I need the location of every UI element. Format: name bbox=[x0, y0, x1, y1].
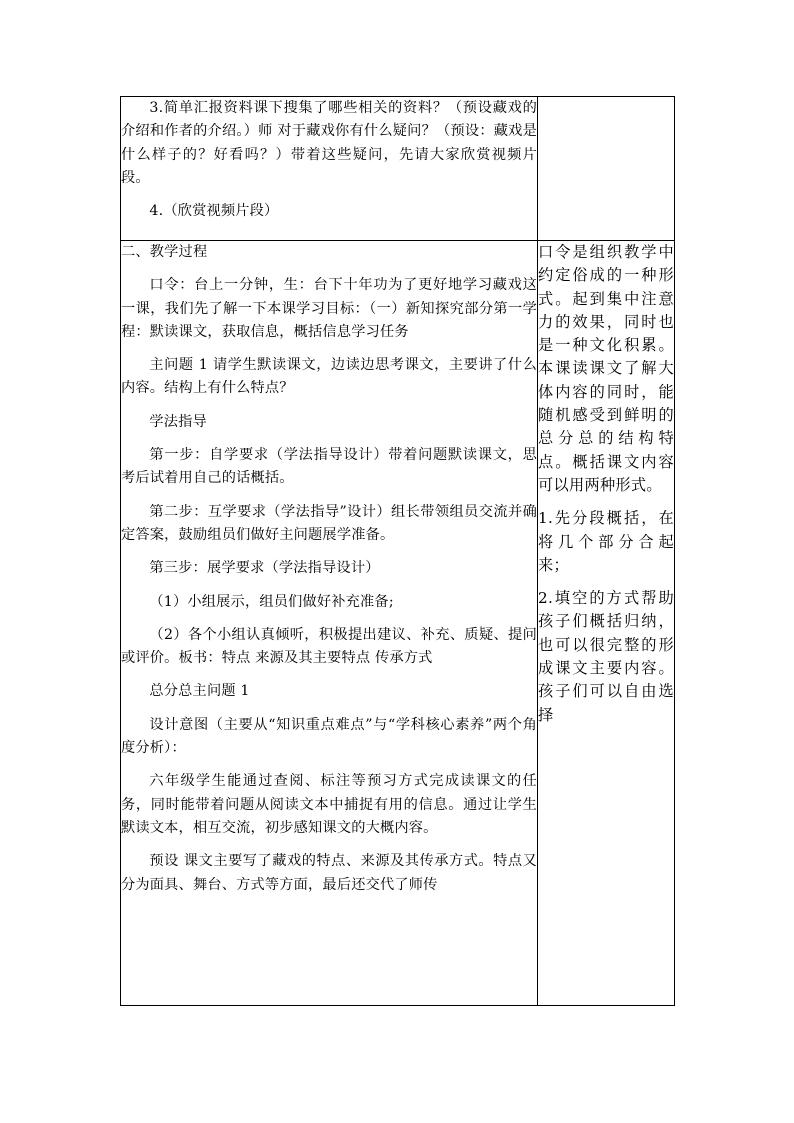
section-heading: 二、教学过程 bbox=[121, 244, 208, 260]
design-note: 2.填空的方式帮助孩子们概括归纳，也可以很完整的形成课文主要内容。孩子们可以自由选择 bbox=[538, 589, 674, 724]
paragraph: 3.简单汇报资料课下搜集了哪些相关的资料？（预设藏戏的介绍和作者的介绍。）师 对于藏戏你有什么疑问？（预设：藏戏是什么样子的？好看吗？）带着这些疑问，先请大家欣赏视频片段。 bbox=[121, 100, 537, 186]
paragraph: 4.（欣赏视频片段） bbox=[149, 203, 279, 220]
paragraph: 第三步：展学要求（学法指导设计） bbox=[149, 560, 380, 577]
paragraph: 总分总主问题 1 bbox=[149, 683, 250, 700]
paragraph: 学法指导 bbox=[149, 413, 207, 430]
lesson-content-cell bbox=[121, 241, 538, 1006]
paragraph: （2）各个小组认真倾听，积极提出建议、补充、质疑、提问或评价。板书：特点 来源及其主要特点 传承方式 bbox=[121, 626, 537, 667]
paragraph: 设计意图（主要从“知识重点难点”与“学科核心素养”两个角度分析）： bbox=[121, 716, 537, 757]
lesson-content-cell bbox=[121, 97, 538, 241]
design-note-cell bbox=[538, 241, 675, 1006]
design-note: 口令是组织教学中约定俗成的一种形式。起到集中注意力的效果，同时也是一种文化积累。本课读课文了解大体内容的同时，能随机感受到鲜明的总分总的结构特点。概括课文内容可以用两种形式。 bbox=[538, 243, 674, 494]
paragraph: 口令：台上一分钟，生：台下十年功为了更好地学习藏戏这一课，我们先了解一下本课学习目标：（一）新知探究部分第一学程：默读课文，获取信息，概括信息学习任务 bbox=[121, 277, 537, 340]
table-row bbox=[121, 241, 675, 1006]
paragraph: 主问题 1 请学生默读课文，边读边思考课文，主要讲了什么内容。结构上有什么特点？ bbox=[121, 357, 537, 397]
paragraph: 第一步：自学要求（学法指导设计）带着问题默读课文，思考后试着用自己的话概括。 bbox=[121, 447, 537, 487]
paragraph: （1）小组展示，组员们做好补充准备; bbox=[149, 593, 394, 610]
paragraph: 预设 课文主要写了藏戏的特点、来源及其传承方式。特点又分为面具、舞台、方式等方面，最后还交代了师传 bbox=[121, 853, 537, 893]
table-row bbox=[121, 97, 675, 241]
paragraph: 六年级学生能通过查阅、标注等预习方式完成读课文的任务，同时能带着问题从阅读文本中捕捉有用的信息。通过让学生默读文本，相互交流，初步感知课文的大概内容。 bbox=[121, 773, 537, 836]
design-note: 1.先分段概括，在将几个部分合起来； bbox=[538, 509, 674, 574]
lesson-plan-table bbox=[120, 96, 675, 1006]
design-note-cell bbox=[538, 97, 675, 241]
paragraph: 第二步：互学要求（学法指导”设计）组长带领组员交流并确定答案，鼓励组员们做好主问题展学准备。 bbox=[121, 503, 537, 543]
